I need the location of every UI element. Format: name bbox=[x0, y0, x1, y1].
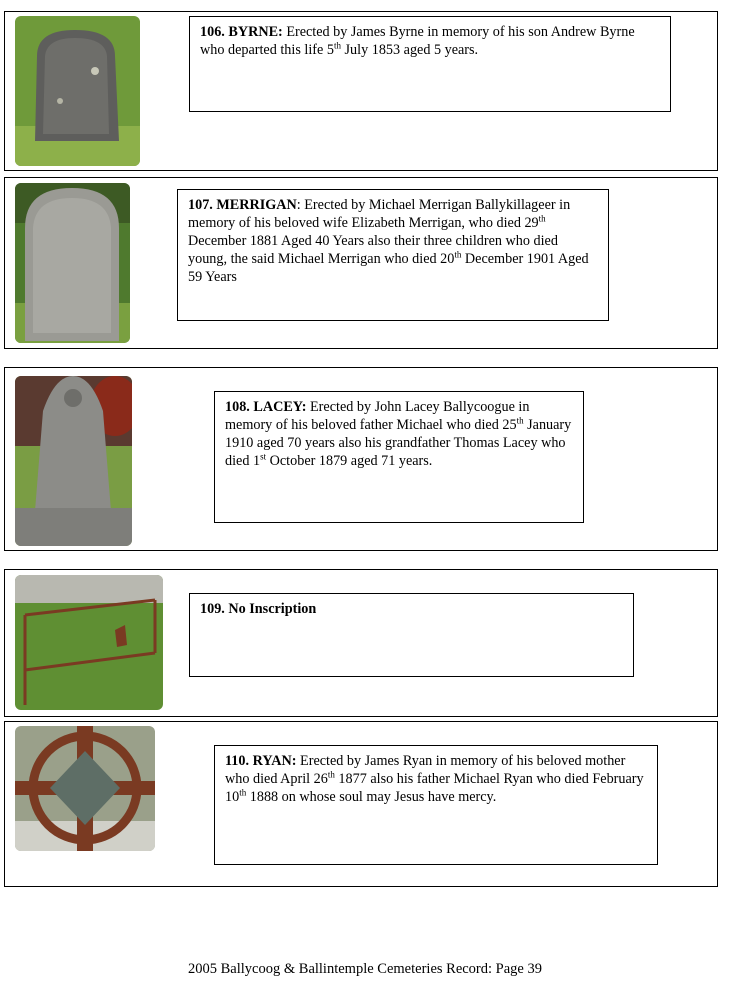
ordinal-suffix: st bbox=[260, 451, 267, 462]
inscription-110 bbox=[214, 745, 658, 865]
inscription-text: October 1879 aged 71 years. bbox=[266, 453, 433, 469]
entry-heading: 107. MERRIGAN bbox=[188, 197, 297, 213]
entry-106 bbox=[4, 11, 718, 171]
ordinal-suffix: th bbox=[538, 213, 546, 224]
inscription-text: Erected by James Ryan in memory of his beloved mother who died April 26 bbox=[225, 753, 626, 787]
inscription-text: 1888 on whose soul may Jesus have mercy. bbox=[246, 789, 497, 805]
ordinal-suffix: th bbox=[327, 769, 335, 780]
ordinal-suffix: th bbox=[454, 249, 462, 260]
entry-107 bbox=[4, 177, 718, 349]
inscription-text: Erected by James Byrne in memory of his son Andrew Byrne who departed this life 5 bbox=[200, 24, 635, 58]
entry-heading: 106. BYRNE: bbox=[200, 24, 283, 40]
page-footer: 2005 Ballycoog & Ballintemple Cemeteries Record: Page 39 bbox=[188, 961, 542, 977]
inscription-text: January 1910 aged 70 years also his grandfather Thomas Lacey who died 1 bbox=[225, 417, 572, 469]
ordinal-suffix: th bbox=[516, 415, 524, 426]
celtic-iron-cross-photo bbox=[15, 726, 155, 851]
inscription-text: July 1853 aged 5 years. bbox=[340, 42, 479, 58]
inscription-109 bbox=[189, 593, 634, 677]
iron-railing-grave-photo bbox=[15, 575, 163, 710]
inscription-text: December 1881 Aged 40 Years also their three children who died young, the said Michael Merrigan who died 20 bbox=[188, 233, 558, 267]
inscription-106 bbox=[189, 16, 671, 112]
inscription-text: Erected by John Lacey Ballycoogue in memory of his beloved father Michael who died 25 bbox=[225, 399, 530, 433]
ordinal-suffix: th bbox=[239, 787, 247, 798]
inscription-108 bbox=[214, 391, 584, 523]
entry-heading: 109. No Inscription bbox=[200, 601, 317, 617]
inscription-text: 1877 also his father Michael Ryan who died February 10 bbox=[225, 771, 644, 805]
inscription-text: December 1901 Aged 59 Years bbox=[188, 251, 589, 285]
ordinal-suffix: th bbox=[333, 40, 341, 51]
carved-headstone-photo bbox=[15, 376, 132, 546]
rounded-headstone-photo bbox=[15, 183, 130, 343]
entry-108 bbox=[4, 367, 718, 551]
entry-heading: 108. LACEY: bbox=[225, 399, 307, 415]
weathered-headstone-photo bbox=[15, 16, 140, 166]
inscription-107 bbox=[177, 189, 609, 321]
entry-heading: 110. RYAN: bbox=[225, 753, 297, 769]
entry-110 bbox=[4, 721, 718, 887]
entry-109 bbox=[4, 569, 718, 717]
inscription-text: : Erected by Michael Merrigan Ballykillageer in memory of his beloved wife Elizabeth Merrigan, who died 29 bbox=[188, 197, 571, 231]
